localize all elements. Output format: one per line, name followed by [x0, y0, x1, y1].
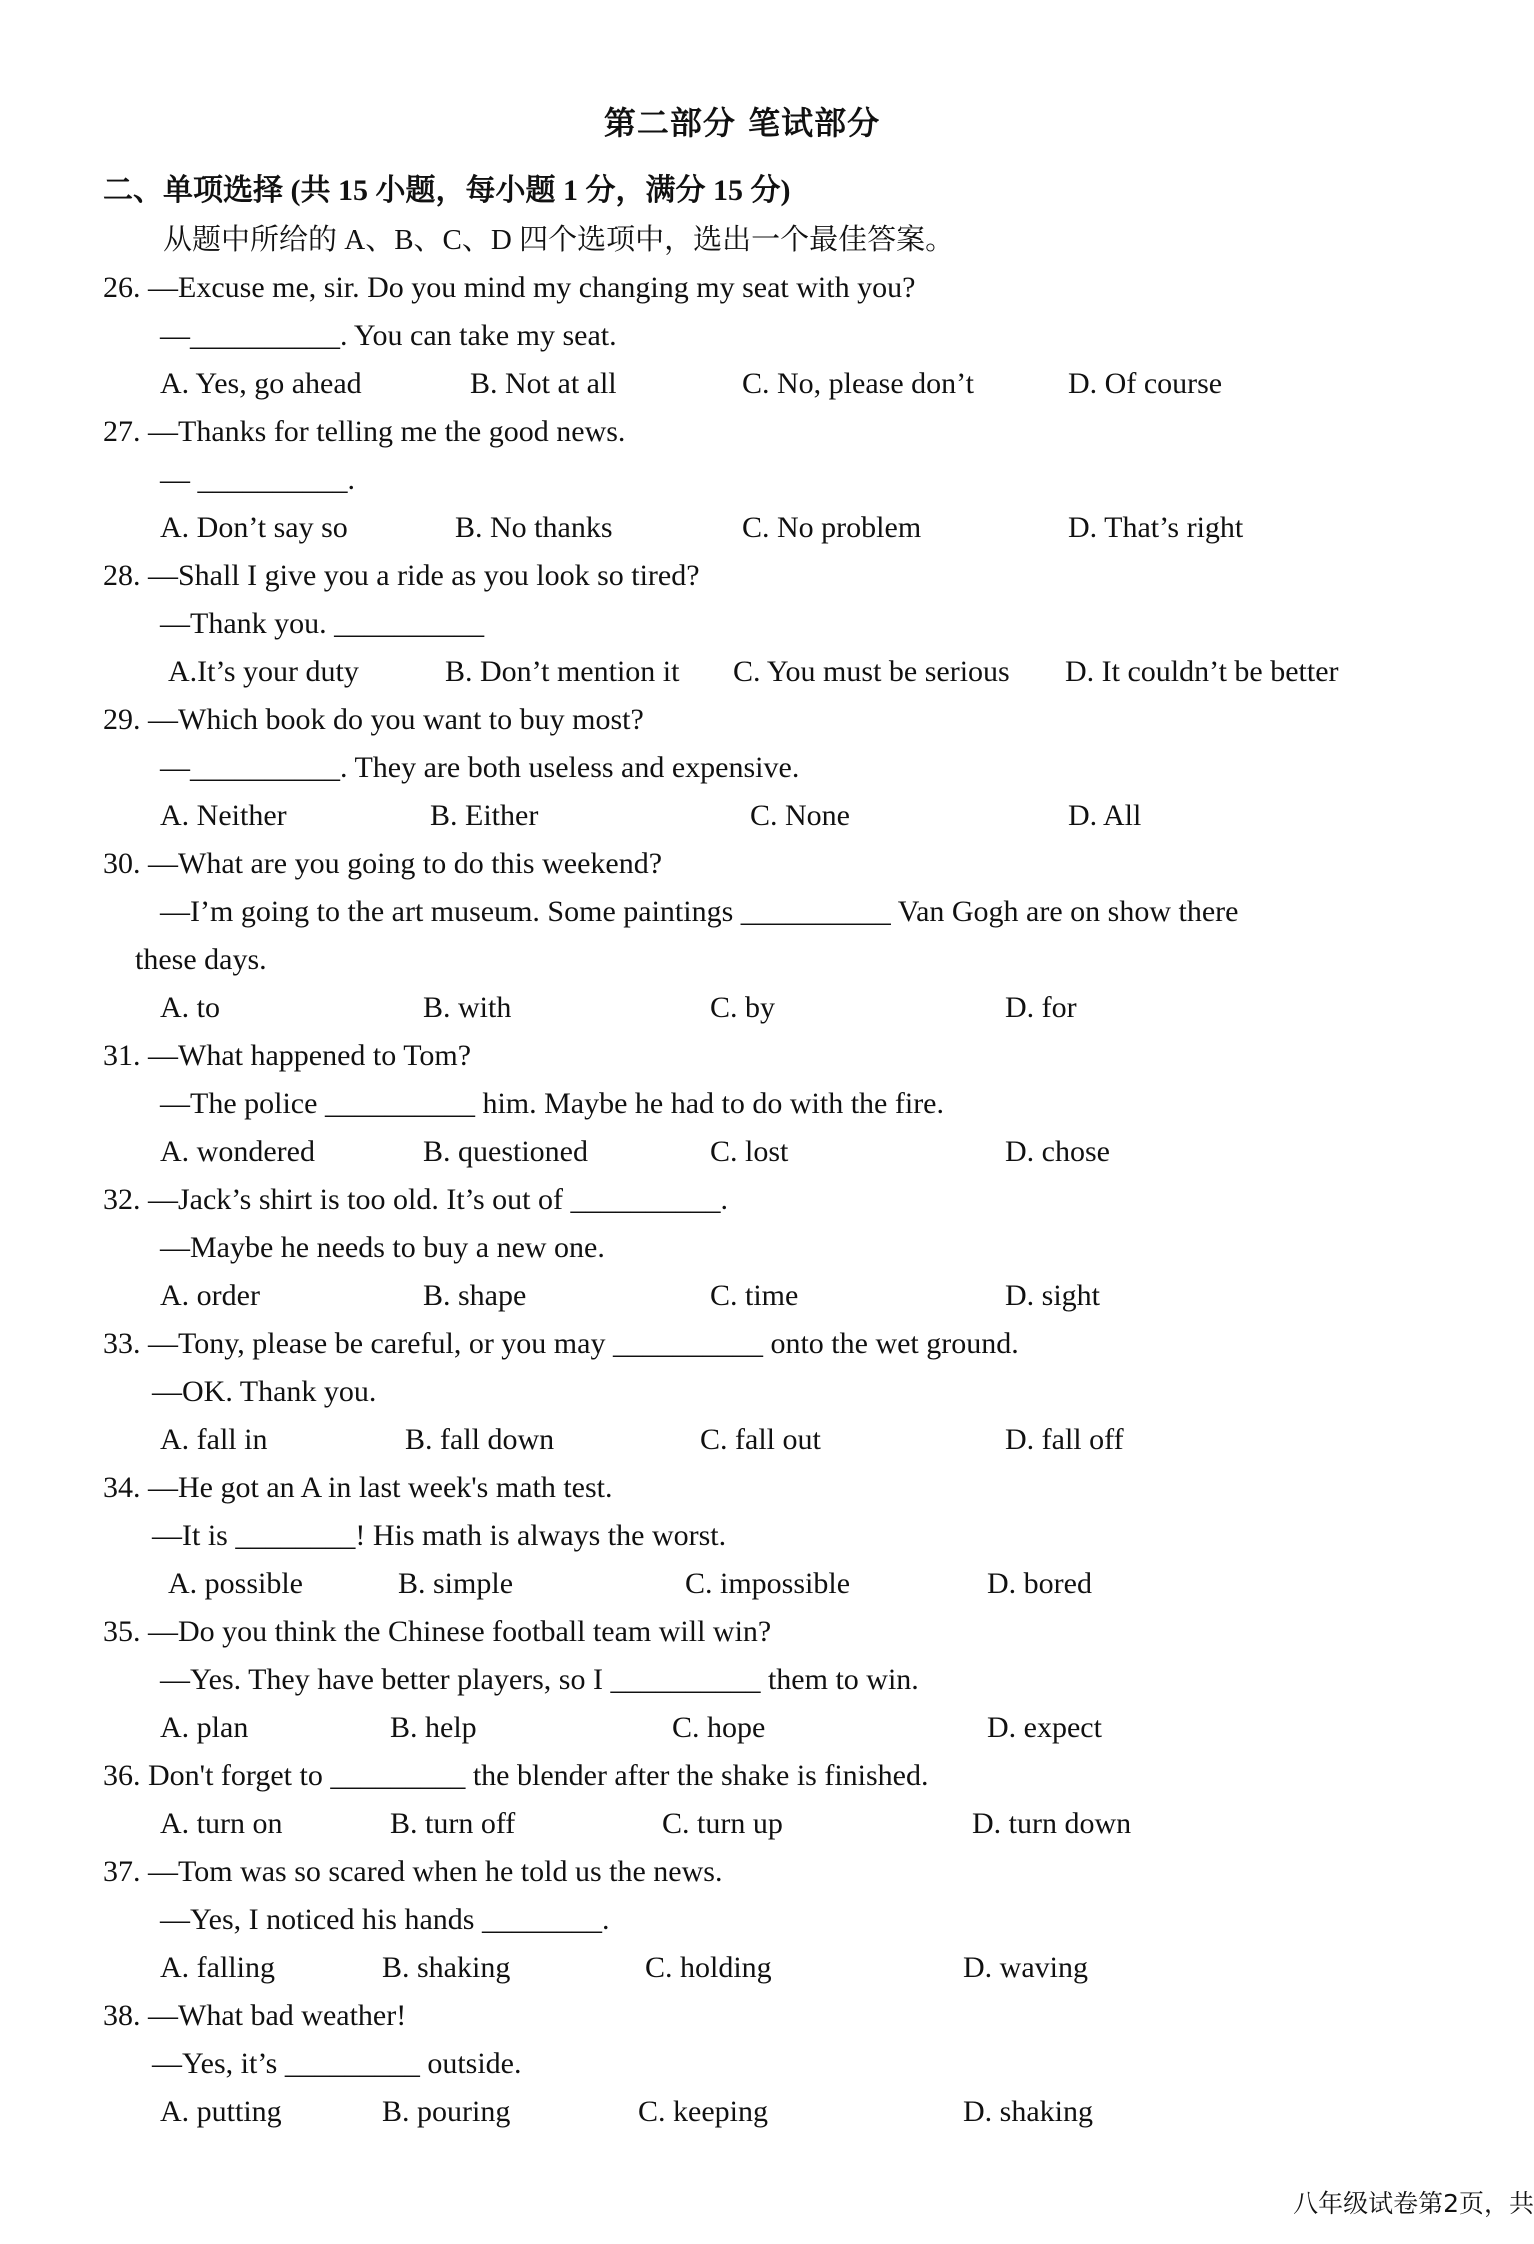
option-b: B. simple — [398, 1567, 514, 1600]
question-line: 36. Don't forget to _________ the blender after the shake is finished. — [103, 1759, 929, 1792]
option-d: D. turn down — [972, 1807, 1132, 1840]
option-c: C. You must be serious — [733, 655, 1010, 688]
question-line: 38. —What bad weather! — [103, 1999, 407, 2032]
question-line: 31. —What happened to Tom? — [103, 1039, 472, 1072]
option-d: D. sight — [1005, 1279, 1101, 1312]
option-b: B. turn off — [390, 1807, 516, 1840]
option-d: D. All — [1068, 799, 1142, 832]
option-a: A. Yes, go ahead — [160, 367, 362, 400]
option-c: C. No, please don’t — [742, 367, 974, 400]
question-line: these days. — [135, 943, 267, 976]
option-c: C. keeping — [638, 2095, 768, 2128]
option-a: A. turn on — [160, 1807, 283, 1840]
option-d: D. expect — [987, 1711, 1102, 1744]
question-line: 29. —Which book do you want to buy most? — [103, 703, 644, 736]
option-c: C. No problem — [742, 511, 922, 544]
option-d: D. Of course — [1068, 367, 1223, 400]
option-b: B. shape — [423, 1279, 527, 1312]
option-d: D. It couldn’t be better — [1065, 655, 1339, 688]
option-c: C. lost — [710, 1135, 789, 1168]
option-c: C. impossible — [685, 1567, 851, 1600]
option-c: C. None — [750, 799, 850, 832]
question-line: 33. —Tony, please be careful, or you may __________ onto the wet ground. — [103, 1327, 1019, 1360]
question-line: —__________. You can take my seat. — [160, 319, 617, 352]
question-line: 35. —Do you think the Chinese football team will win? — [103, 1615, 772, 1648]
option-a: A. Don’t say so — [160, 511, 348, 544]
option-d: D. bored — [987, 1567, 1092, 1600]
option-d: D. chose — [1005, 1135, 1110, 1168]
question-line: 28. —Shall I give you a ride as you look so tired? — [103, 559, 700, 592]
option-b: B. fall down — [405, 1423, 555, 1456]
option-b: B. shaking — [382, 1951, 511, 1984]
option-a: A. plan — [160, 1711, 249, 1744]
question-line: —It is ________! His math is always the worst. — [152, 1519, 727, 1552]
question-line: —__________. They are both useless and expensive. — [160, 751, 800, 784]
section-header: 二、单项选择 (共 15 小题，每小题 1 分，满分 15 分) — [103, 174, 791, 207]
question-line: —Thank you. __________ — [160, 607, 485, 640]
option-a: A. wondered — [160, 1135, 315, 1168]
option-a: A. to — [160, 991, 220, 1024]
option-a: A. falling — [160, 1951, 275, 1984]
option-b: B. questioned — [423, 1135, 588, 1168]
question-line: 37. —Tom was so scared when he told us the news. — [103, 1855, 723, 1888]
option-d: D. for — [1005, 991, 1077, 1024]
option-a: A. putting — [160, 2095, 282, 2128]
option-c: C. time — [710, 1279, 799, 1312]
option-b: B. Either — [430, 799, 539, 832]
option-a: A. fall in — [160, 1423, 268, 1456]
option-b: B. Not at all — [470, 367, 617, 400]
option-c: C. by — [710, 991, 776, 1024]
question-line: —OK. Thank you. — [152, 1375, 377, 1408]
option-c: C. holding — [645, 1951, 772, 1984]
question-line: 32. —Jack’s shirt is too old. It’s out of __________. — [103, 1183, 728, 1216]
question-line: 27. —Thanks for telling me the good news. — [103, 415, 626, 448]
option-b: B. with — [423, 991, 512, 1024]
option-c: C. hope — [672, 1711, 766, 1744]
option-d: D. That’s right — [1068, 511, 1244, 544]
question-line: —I’m going to the art museum. Some paintings __________ Van Gogh are on show there — [160, 895, 1239, 928]
option-b: B. Don’t mention it — [445, 655, 680, 688]
page-title: 第二部分 笔试部分 — [603, 104, 881, 142]
option-a: A. order — [160, 1279, 260, 1312]
page-footer: 八年级试卷第2页，共 — [1293, 2189, 1534, 2218]
question-line: —The police __________ him. Maybe he had to do with the fire. — [160, 1087, 944, 1120]
option-a: A.It’s your duty — [168, 655, 359, 688]
option-d: D. waving — [963, 1951, 1088, 1984]
option-d: D. fall off — [1005, 1423, 1124, 1456]
question-line: —Yes. They have better players, so I __________ them to win. — [160, 1663, 919, 1696]
question-line: 30. —What are you going to do this weekend? — [103, 847, 663, 880]
instruction: 从题中所给的 A、B、C、D 四个选项中，选出一个最佳答案。 — [163, 224, 955, 256]
question-line: —Yes, I noticed his hands ________. — [160, 1903, 610, 1936]
option-b: B. help — [390, 1711, 477, 1744]
option-d: D. shaking — [963, 2095, 1093, 2128]
option-c: C. turn up — [662, 1807, 783, 1840]
question-line: —Yes, it’s _________ outside. — [152, 2047, 522, 2080]
option-a: A. possible — [168, 1567, 303, 1600]
option-b: B. No thanks — [455, 511, 613, 544]
question-line: 26. —Excuse me, sir. Do you mind my changing my seat with you? — [103, 271, 916, 304]
question-line: 34. —He got an A in last week's math test. — [103, 1471, 613, 1504]
option-b: B. pouring — [382, 2095, 511, 2128]
option-c: C. fall out — [700, 1423, 821, 1456]
question-line: —Maybe he needs to buy a new one. — [160, 1231, 605, 1264]
option-a: A. Neither — [160, 799, 287, 832]
question-line: — __________. — [160, 463, 355, 496]
